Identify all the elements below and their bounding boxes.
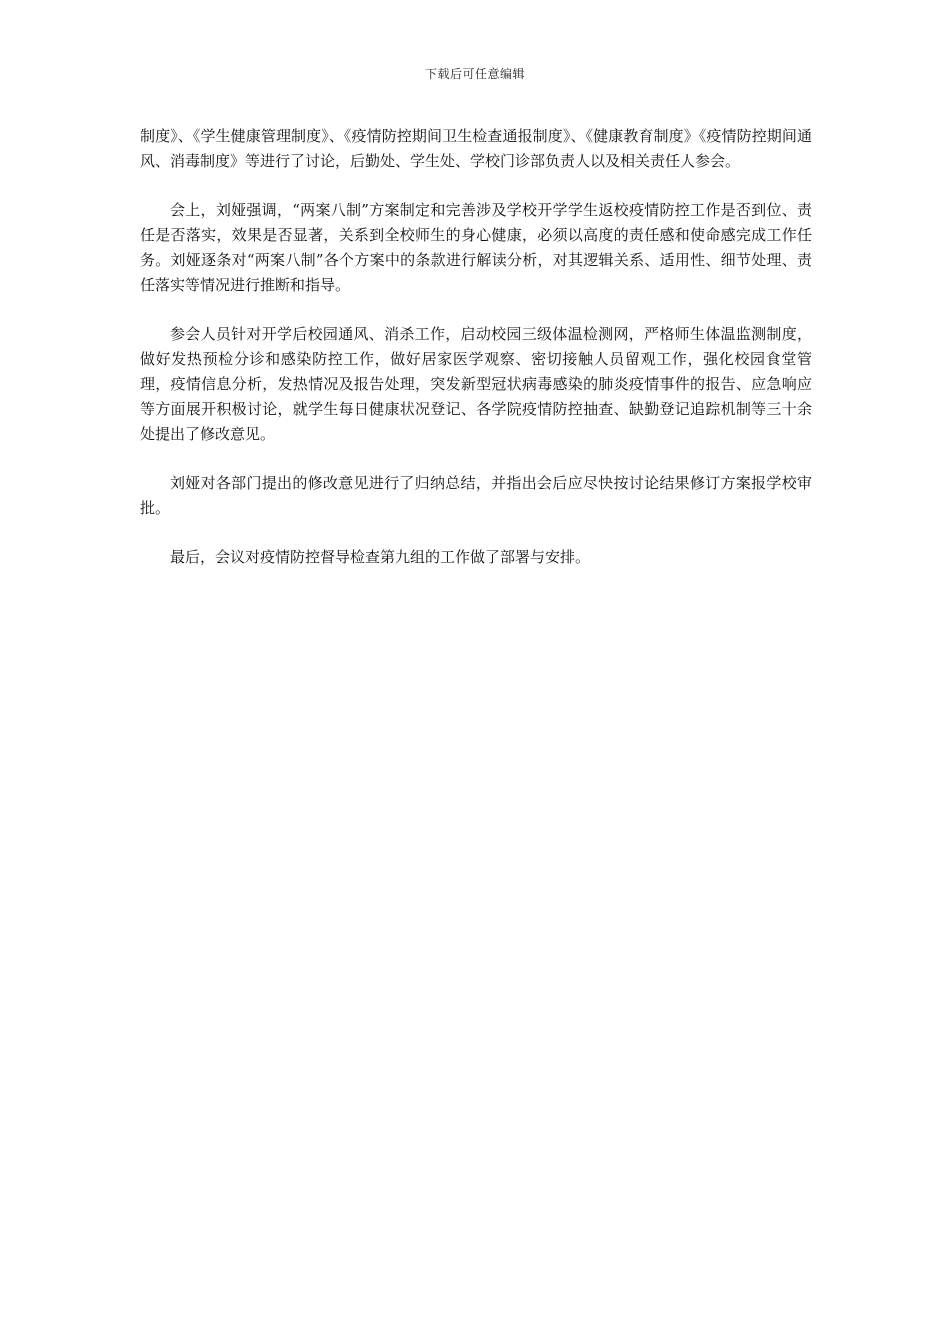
paragraph-1: 制度》、《学生健康管理制度》、《疫情防控期间卫生检查通报制度》、《健康教育制度》《疫情防控期间通风、消毒制度》等进行了讨论，后勤处、学生处、学校门诊部负责人以及相关责任人参会。 — [140, 127, 812, 170]
document-body — [140, 124, 812, 594]
page-header: 下载后可任意编辑 — [424, 67, 525, 81]
paragraph-5: 最后，会议对疫情防控督导检查第九组的工作做了部署与安排。 — [170, 548, 591, 566]
paragraph-4: 刘娅对各部门提出的修改意见进行了归纳总结，并指出会后应尽快按讨论结果修订方案报学校审批。 — [140, 474, 812, 517]
paragraph-3: 参会人员针对开学后校园通风、消杀工作，启动校园三级体温检测网，严格师生体温监测制度，做好发热预检分诊和感染防控工作，做好居家医学观察、密切接触人员留观工作，强化校园食堂管理，疫情信息分析，发热情况及报告处理，突发新型冠状病毒感染的肺炎疫情事件的报告、应急响应等方面展开积极讨论，就学生每日健康状况登记、各学院疫情防控抽查、缺勤登记追踪机制等三十余处提出了修改意见。 — [140, 325, 812, 443]
paragraph-2: 会上，刘娅强调，“两案八制”方案制定和完善涉及学校开学学生返校疫情防控工作是否到位、责任是否落实，效果是否显著，关系到全校师生的身心健康，必须以高度的责任感和使命感完成工作任务。刘娅逐条对“两案八制”各个方案中的条款进行解读分析，对其逻辑关系、适用性、细节处理、责任落实等情况进行推断和指导。 — [140, 201, 812, 294]
